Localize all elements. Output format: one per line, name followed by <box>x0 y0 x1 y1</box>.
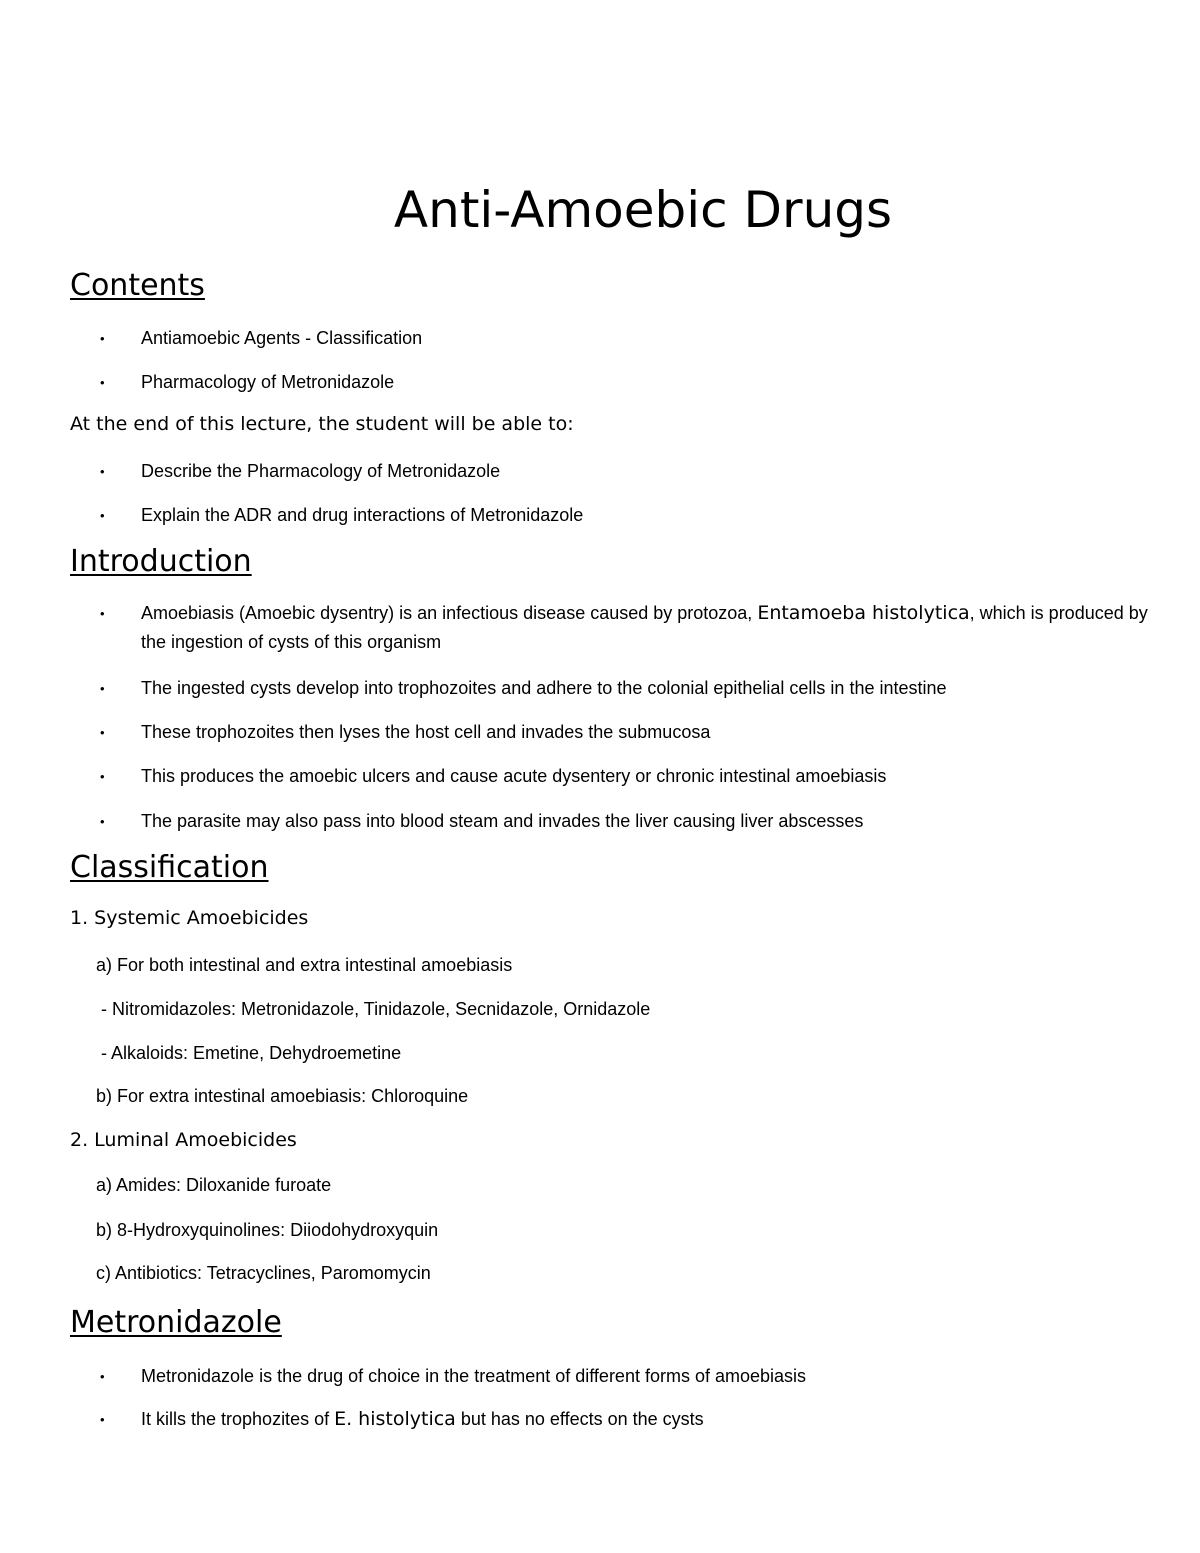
bullet-icon: • <box>100 1369 105 1384</box>
list-item: • Amoebiasis (Amoebic dysentry) is an infectious disease caused by protozoa, Entamoeba histolytica, which is produced by the ingestion of cysts of this organism <box>100 599 1160 657</box>
bullet-icon: • <box>100 606 105 621</box>
alkaloids: - Alkaloids: Emetine, Dehydroemetine <box>101 1043 402 1063</box>
organism-name: E. histolytica <box>334 1408 456 1430</box>
list-item: • Antiamoebic Agents - Classification <box>100 324 1160 353</box>
systemic-a: a) For both intestinal and extra intestinal amoebiasis <box>96 955 513 975</box>
page-title: Anti-Amoebic Drugs <box>393 181 893 239</box>
organism-name: Entamoeba histolytica <box>757 602 970 624</box>
list-item: • This produces the amoebic ulcers and cause acute dysentery or chronic intestinal amoebiasis <box>100 762 1160 791</box>
bullet-icon: • <box>100 814 105 829</box>
luminal-c: c) Antibiotics: Tetracyclines, Paromomycin <box>96 1263 431 1283</box>
bullet-icon: • <box>100 1412 105 1427</box>
bullet-icon: • <box>100 464 105 479</box>
nitromidazoles: - Nitromidazoles: Metronidazole, Tinidazole, Secnidazole, Ornidazole <box>101 999 651 1019</box>
luminal-b: b) 8-Hydroxyquinolines: Diiodohydroxyquin <box>96 1220 439 1240</box>
bullet-icon: • <box>100 769 105 784</box>
bullet-icon: • <box>100 375 105 390</box>
bullet-icon: • <box>100 681 105 696</box>
list-item: • It kills the trophozites of E. histolytica but has no effects on the cysts <box>100 1405 1160 1434</box>
list-item: • The ingested cysts develop into trophozoites and adhere to the colonial epithelial cells in the intestine <box>100 674 1160 703</box>
bullet-icon: • <box>100 331 105 346</box>
objectives-intro: At the end of this lecture, the student will be able to: <box>70 413 574 435</box>
systemic-heading: 1. Systemic Amoebicides <box>70 907 309 929</box>
luminal-a: a) Amides: Diloxanide furoate <box>96 1175 332 1195</box>
list-item: • Pharmacology of Metronidazole <box>100 368 1160 397</box>
list-item: • These trophozoites then lyses the host cell and invades the submucosa <box>100 718 1160 747</box>
luminal-heading: 2. Luminal Amoebicides <box>70 1129 297 1151</box>
classification-heading: Classification <box>70 850 269 885</box>
bullet-icon: • <box>100 725 105 740</box>
list-item: • Metronidazole is the drug of choice in the treatment of different forms of amoebiasis <box>100 1362 1160 1391</box>
metronidazole-heading: Metronidazole <box>70 1305 282 1340</box>
list-item: • Explain the ADR and drug interactions of Metronidazole <box>100 501 1160 530</box>
systemic-b: b) For extra intestinal amoebiasis: Chloroquine <box>96 1086 469 1106</box>
list-item: • The parasite may also pass into blood steam and invades the liver causing liver abscesses <box>100 807 1160 836</box>
contents-heading: Contents <box>70 268 205 303</box>
list-item: • Describe the Pharmacology of Metronidazole <box>100 457 1160 486</box>
bullet-icon: • <box>100 508 105 523</box>
introduction-heading: Introduction <box>70 544 252 579</box>
